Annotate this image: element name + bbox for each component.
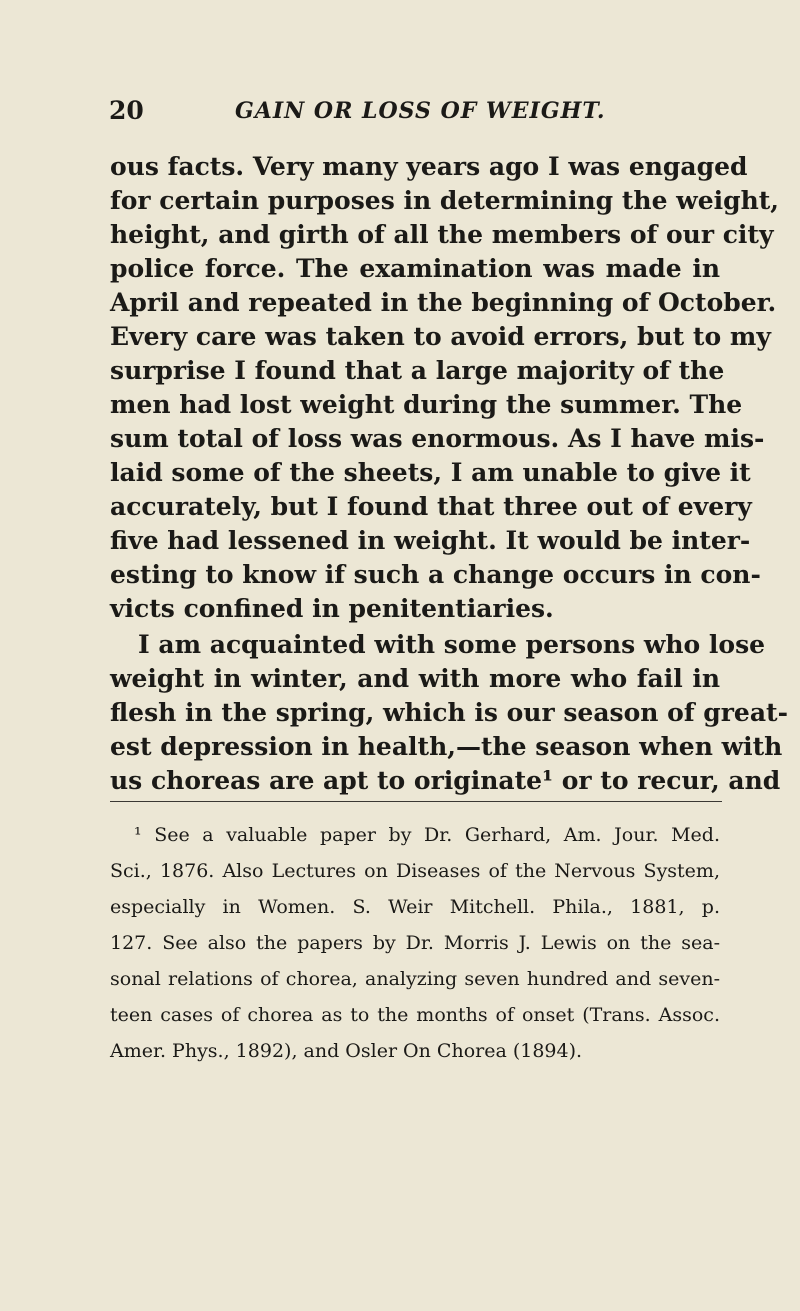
- body-line: ous facts. Very many years ago I was engaged: [110, 152, 748, 181]
- body-line: five had lessened in weight. It would be inter-: [110, 526, 751, 555]
- page-number: 20: [109, 96, 144, 125]
- body-line: flesh in the spring, which is our season of great-: [110, 698, 788, 727]
- body-line: victs confined in penitentiaries.: [110, 594, 554, 623]
- body-line: Every care was taken to avoid errors, but to my: [110, 322, 771, 351]
- body-line: April and repeated in the beginning of October.: [110, 288, 777, 317]
- body-line: surprise I found that a large majority of the: [110, 356, 725, 385]
- footnote: [110, 821, 720, 1091]
- footnote-line: ¹ See a valuable paper by Dr. Gerhard, Am. Jour. Med.: [134, 824, 720, 846]
- body-line: police force. The examination was made in: [110, 254, 720, 283]
- footnote-line: Sci., 1876. Also Lectures on Diseases of the Nervous System,: [110, 860, 720, 882]
- body-line: sum total of loss was enormous. As I have mis-: [110, 424, 765, 453]
- body-line: height, and girth of all the members of our city: [110, 220, 774, 249]
- body-line: laid some of the sheets, I am unable to give it: [110, 458, 751, 487]
- body-line: men had lost weight during the summer. The: [110, 390, 743, 419]
- body-line: I am acquainted with some persons who lose: [138, 630, 766, 659]
- footnote-line: sonal relations of chorea, analyzing seven hundred and seven-: [110, 968, 720, 990]
- body-line: weight in winter, and with more who fail in: [110, 664, 720, 693]
- body-line: accurately, but I found that three out of every: [110, 492, 752, 521]
- body-line: us choreas are apt to originate¹ or to recur, and: [110, 766, 781, 795]
- body-text: [110, 150, 788, 795]
- body-line: esting to know if such a change occurs in con-: [110, 560, 761, 589]
- page-header: [109, 95, 719, 133]
- footnote-divider: [110, 801, 722, 802]
- body-line: est depression in health,—the season when with: [110, 732, 783, 761]
- running-title: GAIN OR LOSS OF WEIGHT.: [235, 98, 606, 124]
- footnote-line: 127. See also the papers by Dr. Morris J. Lewis on the sea-: [110, 932, 720, 954]
- body-line: for certain purposes in determining the weight,: [110, 186, 780, 215]
- footnote-line: Amer. Phys., 1892), and Osler On Chorea (1894).: [110, 1040, 583, 1062]
- footnote-line: teen cases of chorea as to the months of onset (Trans. Assoc.: [110, 1004, 720, 1026]
- footnote-line: especially in Women. S. Weir Mitchell. Phila., 1881, p.: [110, 896, 720, 918]
